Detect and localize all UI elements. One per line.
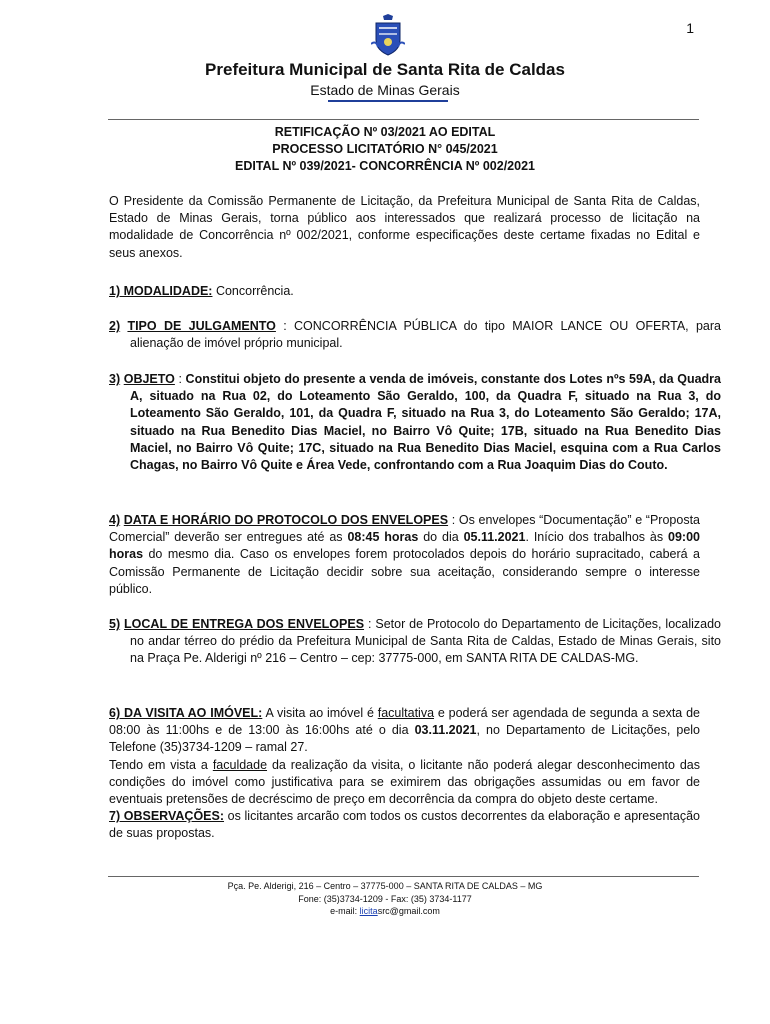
- title-edital: EDITAL Nº 039/2021- CONCORRÊNCIA Nº 002/2021: [235, 159, 535, 173]
- section-1-heading: 1) MODALIDADE:: [109, 284, 213, 298]
- section-4-date: 05.11.2021: [463, 530, 526, 545]
- section-7-text: os licitantes arcarão com todos os custos decorrentes da elaboração e apresentação de suas propostas.: [109, 809, 700, 841]
- section-2-separator: :: [275, 319, 295, 333]
- footer-divider: [108, 876, 699, 877]
- section-3-text: Constitui objeto do presente a venda de imóveis, constante dos Lotes nºs 59A, da Quadra A, situado na Rua 02, do Loteamento São Geraldo, 100, da Quadra F, situado na Rua 3, do Loteamento São Geraldo, 101, da Quadra F, situado na Rua 3, do Loteamento São Geraldo; 17A, situado na Rua Benedito Dias Maciel, no Bairro Vô Quite; 17B, situado na Rua Benedito Dias Maciel, no Bairro Vô Quite; 17C, situado na Rua Benedito Dias Maciel, esquina com a Rua Carlos Chagas, no Bairro Vô Quite e Área Vede, confrontando com a Rua Joaquim Dias do Couto.: [130, 372, 721, 473]
- section-3-heading: OBJETO: [123, 372, 175, 386]
- municipal-crest-icon: [371, 14, 405, 56]
- section-4-text-2: do dia: [418, 530, 464, 545]
- section-5-local: [109, 616, 721, 668]
- state-subtitle: Estado de Minas Gerais: [310, 82, 460, 98]
- section-4-separator: :: [448, 513, 459, 527]
- section-6-faculdade: faculdade: [212, 757, 268, 772]
- footer: [0, 880, 770, 918]
- section-4-number: 4): [109, 513, 121, 527]
- section-4-heading: DATA E HORÁRIO DO PROTOCOLO DOS ENVELOPES: [123, 513, 449, 527]
- title-retificacao: RETIFICAÇÃO Nº 03/2021 AO EDITAL: [274, 125, 496, 139]
- section-2-text: CONCORRÊNCIA PÚBLICA do tipo MAIOR LANCE OU OFERTA, para alienação de imóvel próprio municipal.: [130, 319, 721, 351]
- section-6-heading: 6) DA VISITA AO IMÓVEL:: [109, 706, 263, 720]
- footer-email-rest: src@gmail.com: [377, 906, 440, 916]
- section-4-time-2: 09:00 horas: [109, 530, 700, 562]
- section-6-para2-b: da realização da visita, o licitante não poderá alegar desconhecimento das condições do imóvel como justificativa para se eximirem das obrigações assumidas ou em favor de eventuais pretensões de decréscimo de preço em decorrência da compra do objeto deste certame.: [109, 757, 701, 807]
- section-5-text: Setor de Protocolo do Departamento de Licitações, localizado no andar térreo do prédio da Prefeitura Municipal de Santa Rita de Caldas, Estado de Minas Gerais, sito na Praça Pe. Alderigi nº 216 – Centro – cep: 37775-000, em SANTA RITA DE CALDAS-MG.: [130, 617, 722, 666]
- page-number: 1: [686, 20, 694, 36]
- header-underline: [328, 100, 448, 102]
- section-5-separator: :: [364, 617, 376, 631]
- section-6-visita: [109, 705, 700, 843]
- section-4-text-1: Os envelopes “Documentação” e “Proposta Comercial” deverão ser entregues até as: [109, 513, 700, 545]
- footer-phone: Fone: (35)3734-1209 - Fax: (35) 3734-1177: [298, 893, 472, 904]
- footer-email: [0, 905, 770, 918]
- municipality-title: Prefeitura Municipal de Santa Rita de Caldas: [205, 60, 565, 79]
- footer-email-label: e-mail:: [330, 906, 360, 916]
- section-6-para2-a: Tendo em vista a: [109, 757, 213, 772]
- section-2-julgamento: [109, 318, 721, 352]
- section-4-time-1: 08:45 horas: [347, 530, 419, 545]
- footer-address: Pça. Pe. Alderigi, 216 – Centro – 37775-000 – SANTA RITA DE CALDAS – MG: [227, 881, 543, 891]
- section-7-heading: 7) OBSERVAÇÕES:: [109, 809, 225, 824]
- section-4-protocolo: [109, 512, 700, 598]
- section-3-objeto: [109, 371, 721, 474]
- section-5-number: 5): [109, 617, 121, 631]
- section-3-separator: :: [174, 372, 186, 386]
- section-6-text-2: e poderá ser agendada de segunda a sexta de 08:00 às 11:00hs e de 13:00 às 16:00hs até o dia: [109, 706, 700, 738]
- intro-paragraph: O Presidente da Comissão Permanente de Licitação, da Prefeitura Municipal de Santa Rita de Caldas, Estado de Minas Gerais, torna público aos interessados que realizará processo de licitação na modalidade de Concorrência nº 002/2021, conforme especificações deste certame fixadas no Edital e seus anexos.: [109, 194, 700, 260]
- section-2-number: 2): [109, 319, 121, 333]
- section-6-text-3: , no Departamento de Licitações, pelo Telefone (35)3734-1209 – ramal 27.: [109, 723, 700, 755]
- top-divider: [108, 119, 699, 120]
- section-6-text-1: A visita ao imóvel é: [262, 706, 378, 720]
- section-2-heading: TIPO DE JULGAMENTO: [127, 319, 276, 333]
- section-6-facultativa: facultativa: [377, 706, 435, 720]
- document-titles: [0, 124, 770, 175]
- section-3-number: 3): [109, 372, 121, 386]
- section-1-modalidade: [109, 283, 700, 300]
- section-5-heading: LOCAL DE ENTREGA DOS ENVELOPES: [124, 617, 365, 631]
- section-4-text-3: . Início dos trabalhos às: [525, 530, 669, 545]
- title-processo: PROCESSO LICITATÓRIO N° 045/2021: [272, 142, 498, 156]
- email-link[interactable]: licita: [359, 906, 378, 916]
- section-1-text: Concorrência.: [212, 284, 294, 298]
- section-6-date: 03.11.2021: [414, 723, 477, 738]
- section-4-text-4: do mesmo dia. Caso os envelopes forem protocolados depois do horário supracitado, caberá a Comissão Permanente de Licitação decidir sobre sua aceitação, considerando sempre o interesse público.: [109, 547, 700, 596]
